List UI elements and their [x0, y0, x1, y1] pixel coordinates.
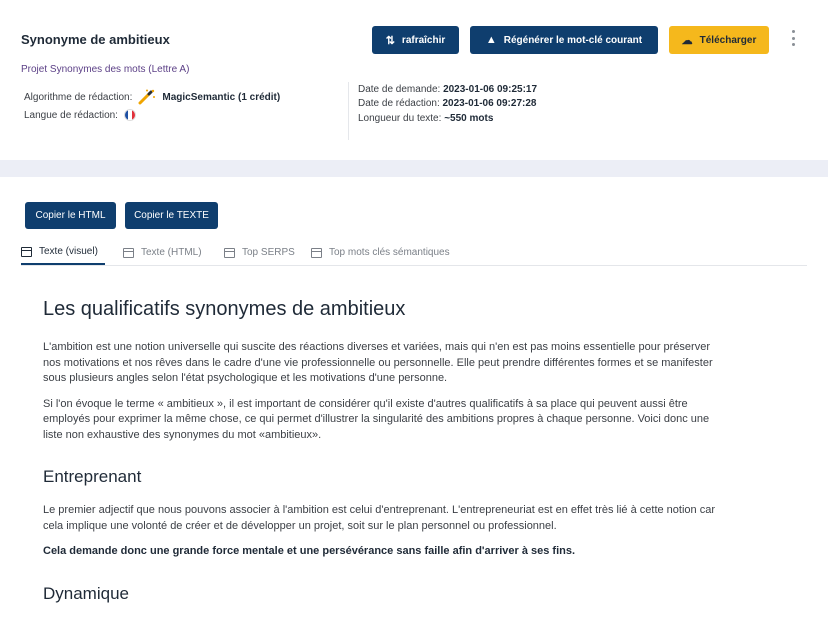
code-window-icon	[123, 248, 134, 258]
write-date-label: Date de rédaction:	[358, 98, 440, 109]
refresh-button[interactable]	[372, 26, 459, 54]
request-date-value: 2023-01-06 09:25:17	[443, 84, 538, 95]
tab-label: Top mots clés sémantiques	[329, 247, 450, 258]
language-row	[24, 109, 136, 121]
french-flag-icon	[124, 109, 136, 121]
algorithm-label: Algorithme de rédaction:	[24, 91, 133, 103]
tab-text-html[interactable]	[123, 240, 202, 265]
tab-top-keywords[interactable]	[311, 240, 450, 265]
algorithm-value: MagicSemantic (1 crédit)	[162, 91, 281, 103]
project-name: Projet Synonymes des mots (Lettre A)	[21, 64, 190, 75]
meta-divider	[348, 82, 349, 140]
tab-label: Top SERPS	[242, 247, 295, 258]
article-title: Les qualificatifs synonymes de ambitieux	[43, 298, 406, 320]
regenerate-button[interactable]	[470, 26, 658, 54]
section-separator	[0, 160, 828, 177]
refresh-button-label: rafraîchir	[401, 34, 446, 46]
length-label: Longueur du texte:	[358, 113, 442, 124]
page-title: Synonyme de ambitieux	[21, 32, 170, 47]
article-content	[43, 298, 723, 620]
length-value: ~550 mots	[444, 113, 494, 124]
tab-label: Texte (visuel)	[39, 246, 98, 257]
copy-text-button[interactable]: Copier le TEXTE	[125, 202, 218, 229]
copy-html-button[interactable]: Copier le HTML	[25, 202, 116, 229]
article-heading: Dynamique	[43, 583, 129, 603]
article-paragraph: Si l'on évoque le terme « ambitieux », il est important de considérer qu'il existe d'autres qualificatifs à sa place qui peuvent aussi être employés pour exprimer la même chose, ce qui permet d'illustrer la singularité des ambitions propres à chaque personne. Voici donc une liste non exhaustive des synonymes du mot «ambitieux».	[43, 397, 710, 441]
magic-wand-icon	[138, 89, 156, 105]
article-paragraph-bold: Cela demande donc une grande force mentale et une persévérance sans faille afin d'arriver à ses fins.	[43, 545, 576, 557]
algorithm-row	[24, 89, 280, 105]
download-button[interactable]	[669, 26, 769, 54]
window-icon	[21, 247, 32, 257]
request-date-label: Date de demande:	[358, 84, 441, 95]
refresh-icon: ⇅	[385, 34, 395, 47]
tab-label: Texte (HTML)	[141, 247, 202, 258]
header-card	[0, 0, 828, 160]
content-tabs	[21, 240, 807, 266]
request-date-row	[358, 84, 537, 95]
write-date-row	[358, 98, 536, 109]
cloud-download-icon: ☁	[681, 34, 693, 47]
checklist-icon	[311, 248, 322, 258]
article-heading: Entreprenant	[43, 467, 142, 486]
write-date-value: 2023-01-06 09:27:28	[442, 98, 537, 109]
article-paragraph: L'ambition est une notion universelle qui suscite des réactions diverses et variées, mais qui n'en est pas moins essentielle pour préserver nos motivations et nos rêves dans le cadre d'une vie professionnelle ou personnelle. Elle peut prendre différentes formes et se manifester sous plusieurs angles selon l'état psychologique et les motivations d'une personne.	[43, 341, 713, 384]
tab-top-serps[interactable]	[224, 240, 295, 265]
regenerate-button-label: Régénérer le mot-clé courant	[503, 34, 643, 46]
download-button-label: Télécharger	[699, 34, 757, 46]
list-icon	[224, 248, 235, 258]
length-row	[358, 113, 493, 124]
tab-text-visual[interactable]	[21, 240, 105, 265]
more-options-icon[interactable]	[790, 30, 796, 46]
article-paragraph: Le premier adjectif que nous pouvons associer à l'ambition est celui d'entreprenant. L'entrepreneuriat est en effet très lié à cette notion car cela implique une volonté de créer et de développer un projet, soit sur le plan personnel ou professionnel.	[43, 504, 715, 532]
tree-icon: ▲	[485, 34, 497, 46]
language-label: Langue de rédaction:	[24, 109, 118, 121]
